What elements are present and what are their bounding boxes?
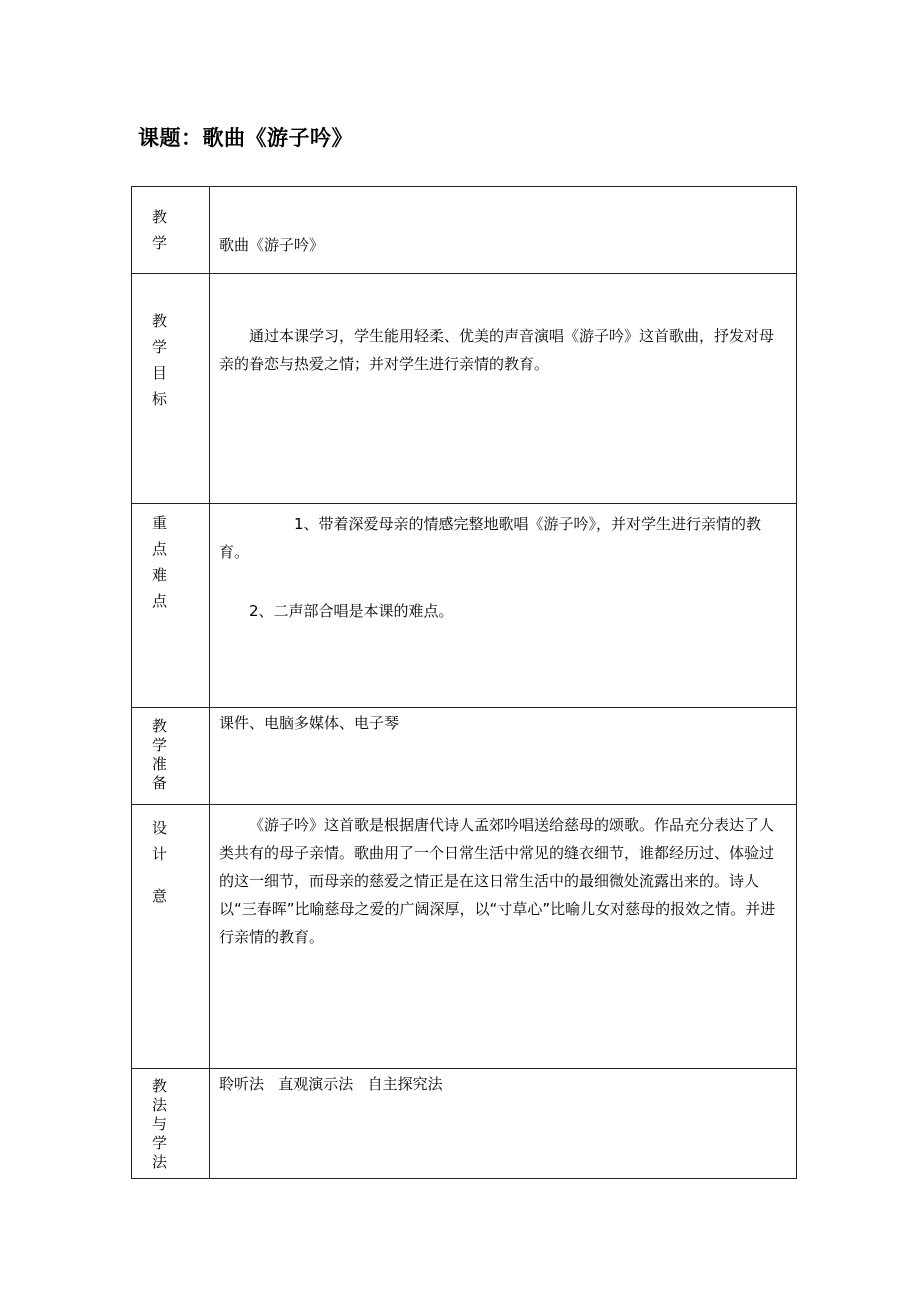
row-design <box>132 805 797 1069</box>
label-goals: 教学目标 <box>152 312 168 408</box>
row-topic <box>132 187 797 274</box>
label-cell-goals <box>132 274 210 504</box>
goals-text: 通过本课学习，学生能用轻柔、优美的声音演唱《游子吟》这首歌曲，抒发对母亲的眷恋与热爱之情；并对学生进行亲情的教育。 <box>219 327 775 373</box>
row-key-points <box>132 504 797 708</box>
label-cell-topic <box>132 187 210 274</box>
row-preparation <box>132 708 797 805</box>
label-design-bottom: 意 <box>152 887 168 905</box>
label-cell-key-points <box>132 504 210 708</box>
content-cell-methods <box>210 1069 797 1179</box>
label-key-points: 重点难点 <box>152 514 168 610</box>
label-topic: 教学 <box>152 208 168 252</box>
label-design-top: 设计 <box>152 819 168 863</box>
content-cell-design <box>210 805 797 1069</box>
row-methods <box>132 1069 797 1179</box>
lesson-plan-table <box>131 186 797 1179</box>
content-cell-topic <box>210 187 797 274</box>
preparation-text: 课件、电脑多媒体、电子琴 <box>219 714 400 732</box>
label-methods: 教法与学法 <box>152 1077 168 1171</box>
topic-text: 歌曲《游子吟》 <box>219 236 325 254</box>
page-title: 课题：歌曲《游子吟》 <box>138 126 353 150</box>
content-cell-key-points <box>210 504 797 708</box>
design-text: 《游子吟》这首歌是根据唐代诗人孟郊吟唱送给慈母的颂歌。作品充分表达了人类共有的母子亲情。歌曲用了一个日常生活中常见的缝衣细节，谁都经历过、体验过的这一细节，而母亲的慈爱之情正是在这日常生活中的最细微处流露出来的。诗人以“三春晖”比喻慈母之爱的广阔深厚，以“寸草心”比喻儿女对慈母的报效之情。并进行亲情的教育。 <box>219 816 776 946</box>
label-cell-methods <box>132 1069 210 1179</box>
key-point-1: 1、带着深爱母亲的情感完整地歌唱《游子吟》，并对学生进行亲情的教育。 <box>219 515 762 561</box>
label-cell-design <box>132 805 210 1069</box>
label-preparation: 教学准备 <box>152 717 168 792</box>
row-goals <box>132 274 797 504</box>
content-cell-preparation <box>210 708 797 805</box>
key-point-2: 2、二声部合唱是本课的难点。 <box>249 602 454 620</box>
methods-text: 聆听法 直观演示法 自主探究法 <box>219 1075 443 1093</box>
label-cell-preparation <box>132 708 210 805</box>
content-cell-goals <box>210 274 797 504</box>
